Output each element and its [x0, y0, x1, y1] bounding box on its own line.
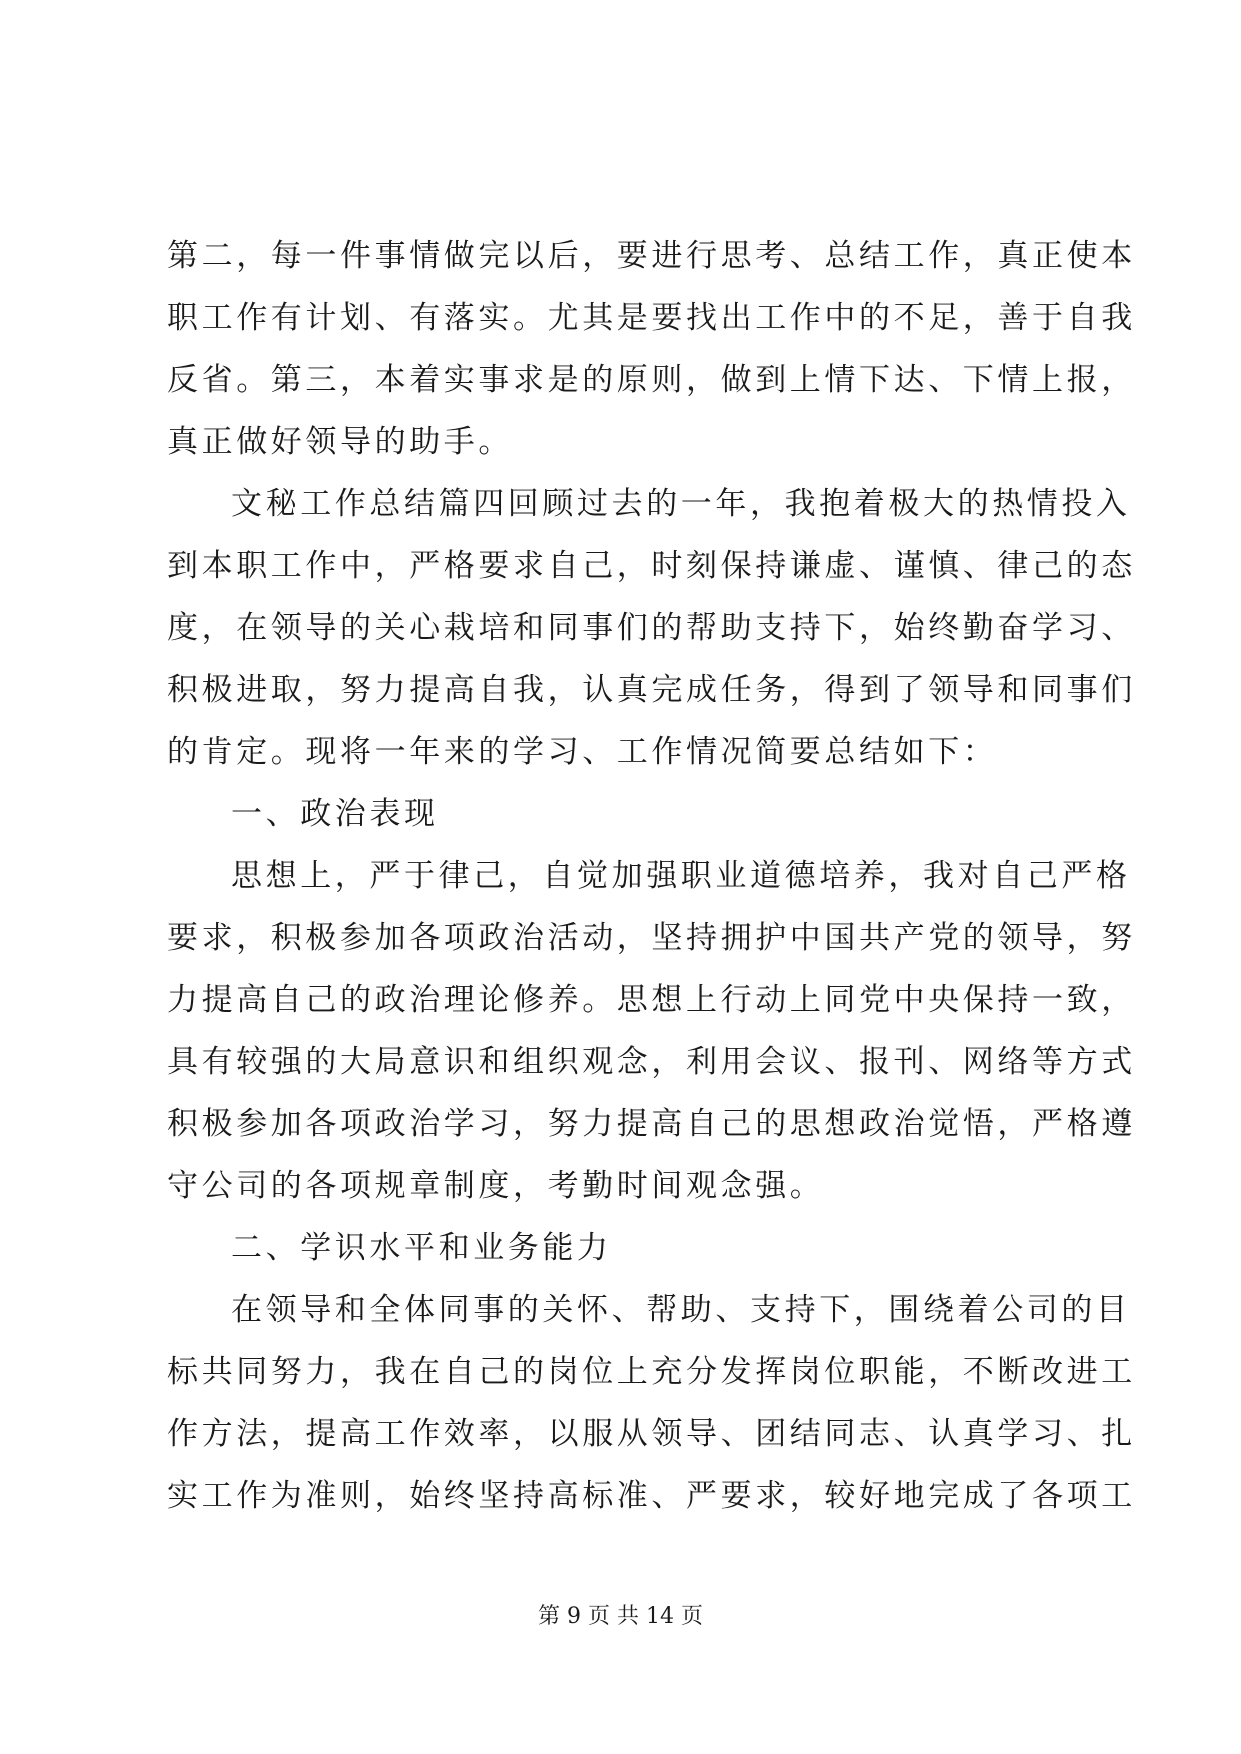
document-body: [167, 225, 1136, 1527]
body-line: 积极参加各项政治学习，努力提高自己的思想政治觉悟，严格遵: [167, 1106, 1136, 1142]
section-heading: 一、政治表现: [231, 796, 439, 832]
body-line: 作方法，提高工作效率，以服从领导、团结同志、认真学习、扎: [167, 1416, 1136, 1452]
body-line: 文秘工作总结篇四回顾过去的一年，我抱着极大的热情投入: [231, 486, 1131, 522]
body-line: 度，在领导的关心栽培和同事们的帮助支持下，始终勤奋学习、: [167, 610, 1136, 646]
body-line: 要求，积极参加各项政治活动，坚持拥护中国共产党的领导，努: [167, 920, 1136, 956]
body-line: 到本职工作中，严格要求自己，时刻保持谦虚、谨慎、律己的态: [167, 548, 1136, 584]
body-line: 思想上，严于律己，自觉加强职业道德培养，我对自己严格: [231, 858, 1131, 894]
body-line: 积极进取，努力提高自我，认真完成任务，得到了领导和同事们: [167, 672, 1136, 708]
body-line: 反省。第三，本着实事求是的原则，做到上情下达、下情上报，: [167, 362, 1136, 398]
body-line: 实工作为准则，始终坚持高标准、严要求，较好地完成了各项工: [167, 1478, 1136, 1514]
body-line: 守公司的各项规章制度，考勤时间观念强。: [167, 1168, 825, 1204]
body-line: 真正做好领导的助手。: [167, 424, 513, 460]
body-line: 在领导和全体同事的关怀、帮助、支持下，围绕着公司的目: [231, 1292, 1131, 1328]
page-footer: 第 9 页 共 14 页: [538, 1604, 703, 1629]
body-line: 的肯定。现将一年来的学习、工作情况简要总结如下：: [167, 734, 998, 770]
body-line: 职工作有计划、有落实。尤其是要找出工作中的不足，善于自我: [167, 300, 1136, 336]
body-line: 力提高自己的政治理论修养。思想上行动上同党中央保持一致，: [167, 982, 1136, 1018]
body-line: 第二，每一件事情做完以后，要进行思考、总结工作，真正使本: [167, 238, 1136, 274]
body-line: 标共同努力，我在自己的岗位上充分发挥岗位职能，不断改进工: [167, 1354, 1136, 1390]
section-heading: 二、学识水平和业务能力: [231, 1230, 612, 1266]
body-line: 具有较强的大局意识和组织观念，利用会议、报刊、网络等方式: [167, 1044, 1136, 1080]
